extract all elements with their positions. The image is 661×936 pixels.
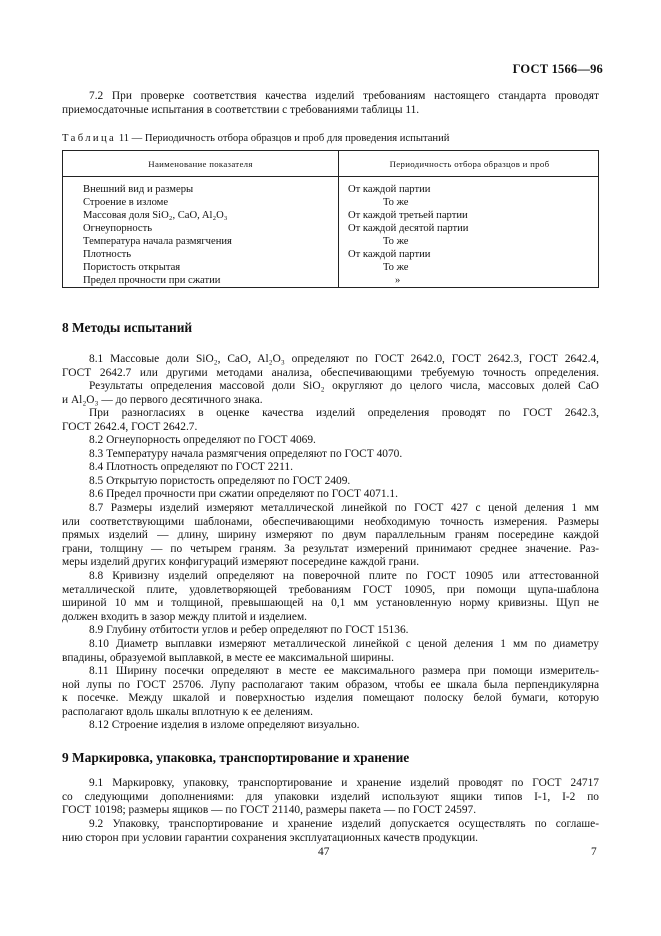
column-divider xyxy=(338,151,339,287)
text-line: 8.7 Размеры изделий измеряют металлической линейкой по ГОСТ 427 с ценой деления 1 мм xyxy=(89,502,599,514)
text-line: 8.10 Диаметр выплавки измеряют металлической линейкой с ценой деления 1 мм по диаметру xyxy=(89,638,599,650)
section-9-title: 9 Маркировка, упаковка, транспортирование и хранение xyxy=(62,750,410,765)
header-divider xyxy=(63,176,598,177)
text-line: металлической плите, удовлетворяющей требованиям ГОСТ 10905, при помощи щупа-шаблона xyxy=(62,583,599,596)
right-page-number: 7 xyxy=(591,846,597,858)
text-line: впадины, образуемой выплавкой, в месте ее максимальной ширины. xyxy=(62,651,394,664)
table-cell-period: От каждой партии xyxy=(348,184,431,195)
text-line: 8.9 Глубину отбитости углов и ребер определяют по ГОСТ 15136. xyxy=(89,624,409,636)
text-line: 8.4 Плотность определяют по ГОСТ 2211. xyxy=(89,461,293,474)
table-cell-period: То же xyxy=(383,197,409,208)
text-line: ной лупы по ГОСТ 25706. Лупу располагают таким образом, чтобы ее шкала была перпендикулярна xyxy=(62,678,599,691)
table-cell-period: » xyxy=(395,275,401,286)
paragraph-8-1 xyxy=(62,353,599,435)
text-line: шириной 10 мм и толщиной, превышающей на 0,1 мм установленную норму кривизны. Щуп не xyxy=(62,597,599,610)
section-8-title: 8 Методы испытаний xyxy=(62,320,193,335)
table-cell-period: То же xyxy=(383,262,409,273)
text-line: приемосдаточные испытания в соответствии с требованиями таблицы 11. xyxy=(62,103,420,116)
document-code: ГОСТ 1566—96 xyxy=(512,62,603,76)
table-11 xyxy=(62,150,599,288)
text-line: меры изделий других конфигураций измеряют посередине каждой грани. xyxy=(62,556,420,569)
table-caption-prefix: Таблица xyxy=(62,133,117,144)
text-line: Результаты определения массовой доли SiO₂ округляют до целого числа, массовых долей CaO xyxy=(89,380,599,393)
table-cell-period: От каждой третьей партии xyxy=(348,210,468,221)
text-line: ГОСТ 10198; размеры ящиков — по ГОСТ 21140, размеры пакета — по ГОСТ 24597. xyxy=(62,804,477,817)
paragraphs-8-2-to-8-6 xyxy=(62,434,599,502)
paragraph-7-2 xyxy=(62,90,599,117)
column-header-period: Периодичность отбора образцов и проб xyxy=(389,159,550,169)
text-line: должен входить в зазор между плитой и изделием. xyxy=(62,610,308,623)
table-cell-period: От каждой десятой партии xyxy=(348,223,469,234)
text-line: 9.2 Упаковку, транспортирование и хранение изделий допускается осуществлять по соглаше- xyxy=(89,818,599,830)
text-line: нию сторон при условии гарантии сохранения эксплуатационных качеств продукции. xyxy=(62,831,479,844)
text-line: или соответствующими шаблонами, обеспечивающими необходимую точность измерения. Размеры xyxy=(62,515,599,528)
text-line: 8.1 Массовые доли SiO₂, CaO, Al₂O₃ определяют по ГОСТ 2642.0, ГОСТ 2642.3, ГОСТ 2642.4, xyxy=(89,353,599,365)
table-cell-name: Огнеупорность xyxy=(83,223,153,234)
text-line: ГОСТ 2642.4, ГОСТ 2642.7. xyxy=(62,420,198,433)
column-header-name: Наименование показателя xyxy=(148,159,253,169)
paragraph-9-2 xyxy=(62,818,599,845)
table-cell-name: Плотность xyxy=(83,249,132,260)
table-cell-name: Температура начала размягчения xyxy=(83,236,232,247)
text-line: со следующими дополнениями: для упаковки изделий используют ящики типов I-1, I-2 по xyxy=(62,790,599,803)
text-line: 8.8 Кривизну изделий определяют на поверочной плите по ГОСТ 10905 или аттестованной xyxy=(89,570,599,582)
paragraph-8-7 xyxy=(62,502,599,570)
table-cell-name: Массовая доля SiO₂, CaO, Al₂O₃ xyxy=(83,210,228,221)
table-cell-period: То же xyxy=(383,236,409,247)
text-line: и Al₂O₃ — до первого десятичного знака. xyxy=(62,393,263,406)
paragraph-8-11 xyxy=(62,665,599,719)
text-line: 9.1 Маркировку, упаковку, транспортирование и хранение изделий проводят по ГОСТ 24717 xyxy=(89,777,599,789)
table-caption xyxy=(62,133,449,144)
text-line: ГОСТ 2642.7 или другими методами анализа, обеспечивающими требуемую точность определения. xyxy=(62,366,599,379)
text-line: 8.5 Открытую пористость определяют по ГОСТ 2409. xyxy=(89,474,351,487)
text-line: 7.2 При проверке соответствия качества изделий требованиям настоящего стандарта проводят xyxy=(89,90,599,102)
text-line: 8.2 Огнеупорность определяют по ГОСТ 4069. xyxy=(89,434,316,446)
paragraph-8-9 xyxy=(62,624,599,638)
table-cell-name: Предел прочности при сжатии xyxy=(83,275,221,286)
text-line: При разногласиях в оценке качества изделий определения проводят по ГОСТ 2642.3, xyxy=(89,407,599,420)
paragraph-8-12 xyxy=(62,719,599,733)
table-cell-name: Строение в изломе xyxy=(83,197,169,208)
text-line: 8.3 Температуру начала размягчения определяют по ГОСТ 4070. xyxy=(89,447,403,460)
text-line: 8.6 Предел прочности при сжатии определяют по ГОСТ 4071.1. xyxy=(89,488,398,501)
table-cell-name: Внешний вид и размеры xyxy=(83,184,194,195)
text-line: прямых изделий — длину, ширину измеряют по двум параллельным граням посередине каждой xyxy=(62,529,599,542)
center-page-number: 47 xyxy=(318,846,330,858)
text-line: к посечке. Между шкалой и поверхностью изделия помещают полоску белой бумаги, которую xyxy=(62,692,599,705)
text-line: 8.11 Ширину посечки определяют в месте ее максимального размера при помощи измеритель- xyxy=(89,665,599,677)
paragraph-9-1 xyxy=(62,777,599,818)
table-cell-period: От каждой партии xyxy=(348,249,431,260)
table-caption-text: 11 — Периодичность отбора образцов и проб для проведения испытаний xyxy=(118,133,450,144)
text-line: грани, толщину — по четырем граням. За результат измерений принимают среднее значение. Раз- xyxy=(62,542,599,555)
paragraph-8-8 xyxy=(62,570,599,624)
table-cell-name: Пористость открытая xyxy=(83,262,181,273)
paragraph-8-10 xyxy=(62,638,599,665)
text-line: 8.12 Строение изделия в изломе определяют визуально. xyxy=(89,719,360,731)
text-line: располагают вдоль шкалы вплотную к ее делениям. xyxy=(62,705,313,718)
